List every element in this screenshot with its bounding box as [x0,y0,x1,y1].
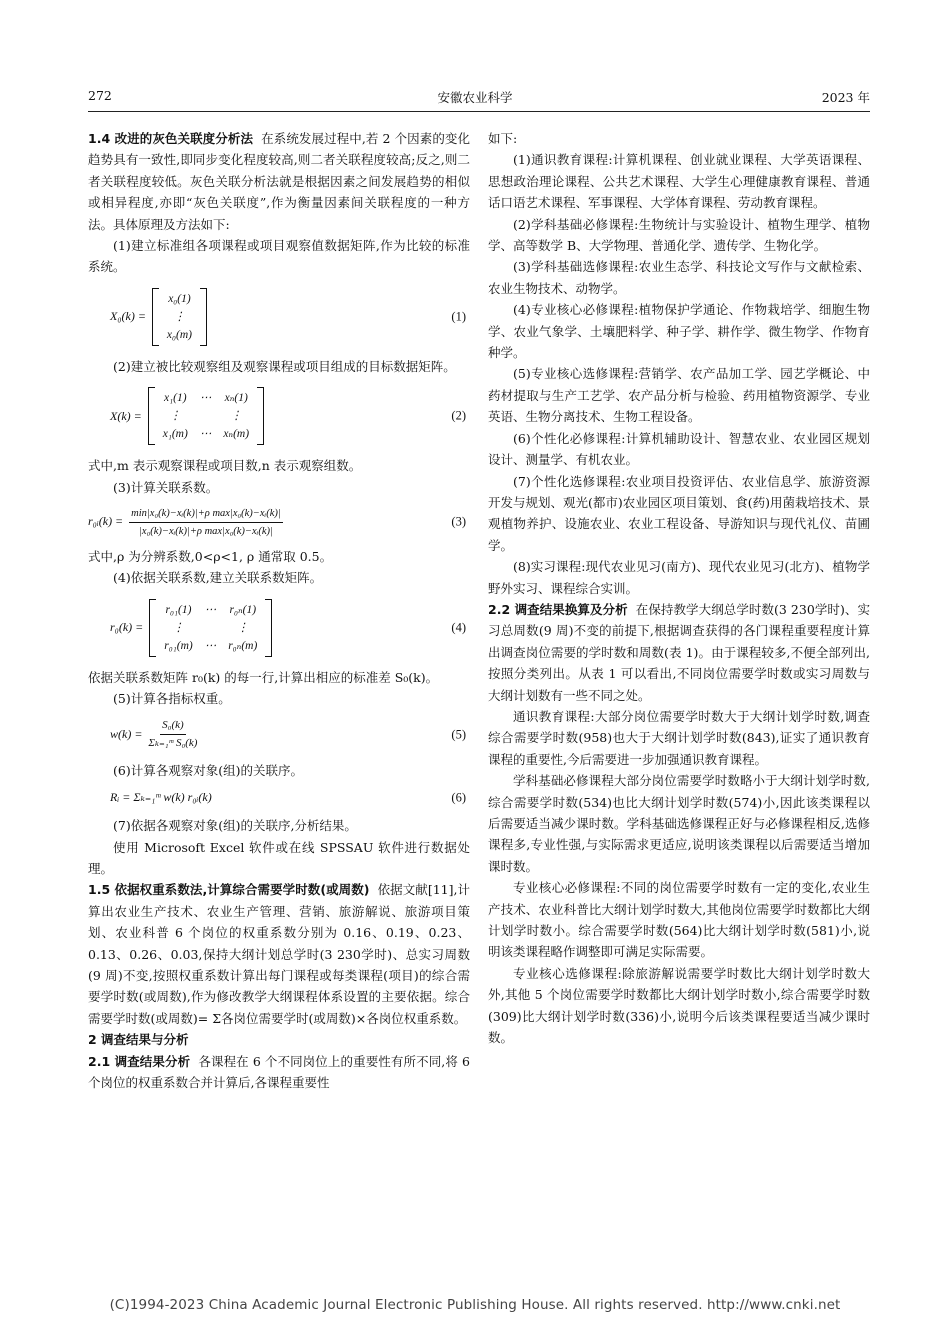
eq4-cell: ⋮ [172,621,185,634]
eq3-note: 式中,ρ 为分辨系数,0<ρ<1, ρ 通常取 0.5。 [88,549,333,565]
section-1-5-title: 1.5 依据权重系数法,计算综合需要学时数(或周数) [88,882,370,898]
copyright-footer: (C)1994-2023 China Academic Journal Electronic Publishing House. All rights reserved. http://www.cnki.net [109,1297,841,1313]
eq4-lhs: r₀(k) = [110,620,144,635]
equation-5 [88,714,470,756]
section-2-2-text: 在保持教学大纲总学时数(3 230学时)、实习总周数(9 周)不变的前提下,根据调查获得的各门课程重要程度计算出调查岗位需要的学时数和周数(表 1)。由于课程较多,不便全部列出,按照分类列出。从表 1 可以看出,不同岗位需要学时数或实习周数与大纲计划数有一些不同之处。 [488,601,870,703]
eq5-fraction [148,717,197,752]
eq3-lhs: r₀ᵢ(k) = [88,514,124,529]
course-list-item: (4)专业核心必修课程:植物保护学通论、作物栽培学、细胞生物学、农业气象学、土壤肥料学、种子学、耕作学、微生物学、作物育种学。 [488,302,870,361]
course-list-item: (2)学科基础必修课程:生物统计与实验设计、植物生理学、植物学、高等数学 B、大学物理、普通化学、遗传学、生物化学。 [488,216,870,254]
section-1-4-text: 在系统发展过程中,若 2 个因素的变化趋势具有一致性,即同步变化程度较高,则二者关联程度较高;反之,则二者关联程度较低。灰色关联分析法就是根据因素之间发展趋势的相似或相异程度,亦即“灰色关联度”,作为衡量因素间关联程度的一种方法。具体原理及方法如下: [88,131,470,232]
eq2-note: 式中,m 表示观察课程或项目数,n 表示观察组数。 [88,458,362,474]
section-1-5-text: 依据文献[11],计算出农业生产技术、农业生产管理、营销、旅游解说、旅游项目策划、农业科普 6 个岗位的权重系数分别为 0.16、0.19、0.23、0.13、0.26、0.03,保持大纲计划总学时(3 230学时)、总实习周数(9 周)不变,按照权重系数计算出每门课程或每类课程(项目)的综合需要学时数(或周数),作为修改教学大纲课程体系设置的主要依据。综合需要学时数(或周数)= Σ各岗位需要学时(或周数)×各岗位权重系数。 [88,882,471,1026]
eq2-lhs: X(k) = [110,408,142,423]
eq2-cell: ⋯ [199,392,212,405]
eq5-lhs: w(k) = [110,726,143,741]
eq2-cell: xₙ(m) [223,428,250,441]
right-column [488,128,870,1048]
eq3-fraction [129,505,283,540]
course-list-item: (1)通识教育课程:计算机课程、创业就业课程、大学英语课程、思想政治理论课程、公共艺术课程、大学生心理健康教育课程、普通话口语艺术课程、军事课程、大学体育课程、劳动教育课程。 [488,152,870,211]
eq3-number: (3) [451,514,466,529]
eq5-numerator: S₀(k) [160,717,186,735]
year: 2023 年 [821,90,870,105]
eq4-cell: r₀ₙ(1) [229,603,257,616]
eq2-cell: ⋯ [199,428,212,441]
section-2-1-title: 2.1 调查结果分析 [88,1053,191,1069]
software-note: 使用 Microsoft Excel 软件或在线 SPSSAU 软件进行数据处理。 [88,839,470,876]
eq4-cell: r₀ₙ(m) [228,639,258,652]
eq4-cell: ⋯ [204,639,217,652]
eq1-cell: ⋮ [173,310,186,323]
continuation: 如下: [488,131,518,146]
eq4-cell: ⋮ [237,621,249,634]
eq2-number: (2) [451,408,466,423]
eq1-cell: x₀(m) [166,328,192,341]
section-2-title: 2 调查结果与分析 [88,1032,189,1048]
equation-4 [88,593,470,663]
course-list-item: (6)个性化必修课程:计算机辅助设计、智慧农业、农业园区规划设计、测量学、有机农业。 [488,430,870,468]
paragraph-general-education: 通识教育课程:大部分岗位需要学时数大于大纲计划学时数,调查综合需要学时数(958)也大于大纲计划学时数(843),证实了通识教育课程的重要性,今后需要进一步加强通识教育课程。 [488,708,870,767]
eq2-cell: xₙ(1) [224,392,248,405]
eq2-cell: x₁(m) [162,428,188,441]
eq6-body: Rᵢ = Σₖ₌₁ᵐ w(k) r₀ᵢ(k) [110,790,212,805]
eq2-matrix [148,387,264,445]
equation-1 [88,282,470,352]
step-2: (2)建立被比较观察组及观察课程或项目组成的目标数据矩阵。 [113,358,456,374]
left-column [88,128,470,1093]
step-4: (4)依据关联系数,建立关联系数矩阵。 [113,570,323,586]
section-2-1-text: 各课程在 6 个不同岗位上的重要性有所不同,将 6 个岗位的权重系数合并计算后,各课程重要性 [88,1053,470,1090]
eq1-number: (1) [451,309,466,324]
paragraph-core-required: 专业核心必修课程:不同的岗位需要学时数有一定的变化,农业生产技术、农业科普比大纲计划学时数大,其他岗位需要学时数都比大纲计划学时数小。综合需要学时数(564)比大纲计划学时数(581)小,说明该类课程略作调整即可满足实际需要。 [488,880,870,960]
step-3: (3)计算关联系数。 [113,479,219,495]
paragraph-core-elective: 专业核心选修课程:除旅游解说需要学时数比大纲计划学时数大外,其他 5 个岗位需要学时数都比大纲计划学时数小,综合需要学时数(309)比大纲计划学时数(336)小,说明今后该类课程要适当减少课时数。 [488,965,870,1046]
course-list-item: (5)专业核心选修课程:营销学、农产品加工学、园艺学概论、中药材提取与生产工艺学、农产品分析与检验、药用植物资源学、专业英语、生物分离技术、生物工程设备。 [488,366,870,425]
eq2-cell: ⋮ [230,410,242,423]
eq4-matrix [149,599,272,657]
eq4-number: (4) [451,620,466,635]
eq2-cell: ⋮ [169,410,182,423]
eq4-cell [199,619,223,637]
eq4-cell: r₀₁(m) [164,639,193,652]
course-list-item: (8)实习课程:现代农业见习(南方)、现代农业见习(北方)、植物学野外实习、课程综合实训。 [488,559,870,596]
equation-2 [88,381,470,451]
eq2-cell [194,407,218,425]
eq3-denominator: |x₀(k)−xᵢ(k)|+ρ max|x₀(k)−xᵢ(k)| [139,525,273,537]
eq4-cell: ⋯ [204,603,217,616]
course-list-item: (3)学科基础选修课程:农业生态学、科技论文写作与文献检索、农业生物技术、动物学。 [488,259,870,296]
eq5-denominator: Σₖ₌₁ᵐ S₀(k) [148,737,198,750]
page-number: 272 [88,88,112,103]
eq4-note: 依据关联系数矩阵 r₀(k) 的每一行,计算出相应的标准差 S₀(k)。 [88,669,439,685]
section-2-2-title: 2.2 调查结果换算及分析 [488,601,628,617]
eq1-cell: x₀(1) [168,292,191,305]
paragraph-basic-courses: 学科基础必修课程大部分岗位需要学时数略小于大纲计划学时数,综合需要学时数(534)也比大纲计划学时数(574)小,因此该类课程以后需要适当减少课时数。学科基础选修课程正好与必修课程相反,选修课程多,专业性强,与实际需求更适应,说明该类课程以后需要适当增加课时数。 [488,773,870,874]
step-6: (6)计算各观察对象(组)的关联序。 [113,762,303,778]
eq2-cell: x₁(1) [164,392,187,405]
header-rule [88,111,870,112]
step-7: (7)依据各观察对象(组)的关联序,分析结果。 [113,818,357,834]
eq3-numerator: min|x₀(k)−xᵢ(k)|+ρ max|x₀(k)−xᵢ(k)| [129,505,283,523]
eq6-number: (6) [451,790,466,805]
course-list-item: (7)个性化选修课程:农业项目投资评估、农业信息学、旅游资源开发与规划、观光(都市)农业园区项目策划、食(药)用菌栽培技术、景观植物养护、设施农业、农业工程设备、导游知识与现代礼仪、苗圃学。 [488,473,871,553]
step-5: (5)计算各指标权重。 [113,691,231,707]
equation-3 [88,502,470,542]
step-1: (1)建立标准组各项课程或项目观察值数据矩阵,作为比较的标准系统。 [88,238,470,275]
eq4-cell: r₀₁(1) [165,603,192,616]
eq5-number: (5) [451,726,466,741]
equation-6 [88,785,470,811]
eq1-lhs: X₀(k) = [110,309,146,324]
journal-title: 安徽农业科学 [437,90,513,105]
section-1-4-title: 1.4 改进的灰色关联度分析法 [88,131,254,146]
eq1-matrix [152,288,207,346]
